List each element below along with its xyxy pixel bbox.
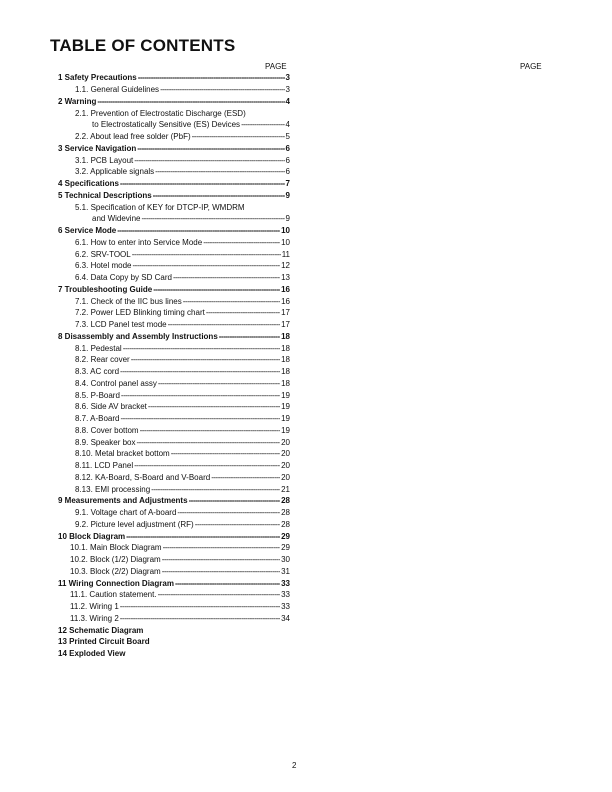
toc-entry-label: 8.3. AC cord: [75, 367, 120, 376]
toc-entry-page: 9: [285, 190, 290, 200]
toc-entry[interactable]: [58, 623, 290, 635]
toc-leader-dots: [171, 449, 280, 459]
toc-entry-page: 10: [281, 237, 290, 247]
toc-entry[interactable]: [58, 294, 290, 306]
toc-entry-label: 9.2. Picture level adjustment (RF): [75, 519, 194, 529]
toc-entry[interactable]: [58, 388, 290, 400]
toc-entry-page: 10: [281, 226, 290, 235]
toc-entry-page: 33: [281, 578, 290, 588]
toc-entry-page: 28: [281, 519, 290, 529]
toc-entry[interactable]: [58, 130, 290, 142]
toc-leader-dots: [203, 238, 280, 248]
toc-leader-dots: [120, 602, 280, 612]
toc-entry-page: 33: [281, 590, 290, 600]
toc-leader-dots: [120, 367, 280, 377]
toc-entry-label: 11.1. Caution statement.: [70, 590, 157, 600]
toc-entry-label: 8.13. EMI processing: [75, 484, 151, 494]
toc-leader-dots: [141, 214, 284, 224]
toc-entry[interactable]: [58, 435, 290, 447]
toc-entry-page: 28: [281, 496, 290, 506]
toc-entry-label: 1 Safety Precautions: [58, 73, 137, 83]
toc-entry[interactable]: [58, 647, 290, 659]
toc-entry-label: 8.1. Pedestal: [75, 343, 122, 353]
toc-entry[interactable]: [58, 283, 290, 295]
toc-entry-label: 10 Block Diagram: [58, 531, 126, 541]
toc-entry-label: 8 Disassembly and Assembly Instructions: [58, 331, 218, 341]
toc-entry-label: 2.1. Prevention of Electrostatic Discharge (ESD): [75, 108, 246, 118]
toc-entry-label: to Electrostatically Sensitive (ES) Devices: [92, 120, 241, 130]
toc-entry[interactable]: [58, 95, 290, 107]
toc-entry[interactable]: [58, 353, 290, 365]
toc-entry-page: 3: [285, 85, 290, 94]
toc-entry-page: 16: [281, 296, 290, 306]
toc-leader-dots: [97, 97, 284, 107]
toc-leader-dots: [183, 297, 280, 307]
toc-entry-page: 20: [281, 449, 290, 459]
toc-entry-page: 20: [281, 461, 290, 470]
toc-entry-page: 4: [285, 120, 290, 130]
toc-leader-dots: [189, 496, 281, 506]
toc-entry-page: 29: [281, 543, 290, 553]
toc-entry-label: 7.1. Check of the IIC bus lines: [75, 296, 182, 306]
toc-entry-label: 10.3. Block (2/2) Diagram: [70, 566, 161, 576]
toc-entry-page: 16: [281, 284, 290, 294]
toc-entry-page: 18: [281, 367, 290, 376]
toc-entry-page: 18: [281, 355, 290, 365]
toc-entry-page: 19: [281, 425, 290, 435]
toc-entry-page: 4: [285, 96, 290, 106]
toc-entry-label: 6.3. Hotel mode: [75, 261, 132, 271]
toc-entry[interactable]: [58, 71, 290, 83]
toc-entry[interactable]: [58, 635, 290, 647]
toc-entry-label: 8.6. Side AV bracket: [75, 402, 147, 412]
toc-leader-dots: [153, 191, 285, 201]
toc-entry-page: 20: [281, 472, 290, 482]
toc-leader-dots: [134, 461, 280, 471]
toc-entry-label: 8.11. LCD Panel: [75, 461, 134, 470]
toc-leader-dots: [211, 473, 280, 483]
toc-leader-dots: [136, 438, 280, 448]
toc-entry[interactable]: [58, 600, 290, 612]
toc-entry-page: 19: [281, 402, 290, 412]
toc-entry[interactable]: [58, 576, 290, 588]
toc-leader-dots: [132, 250, 281, 260]
toc-entry-page: 9: [285, 214, 290, 224]
toc-leader-dots: [175, 579, 280, 589]
toc-leader-dots: [160, 85, 284, 95]
toc-entry[interactable]: [58, 482, 290, 494]
toc-entry-label: 3.1. PCB Layout: [75, 155, 134, 165]
toc-entry-label: 8.8. Cover bottom: [75, 425, 139, 435]
toc-entry-page: 31: [281, 566, 290, 576]
toc-entry[interactable]: [58, 565, 290, 577]
toc-entry[interactable]: [58, 494, 290, 506]
toc-entry[interactable]: [58, 224, 290, 236]
page-column-label: PAGE: [265, 62, 287, 71]
toc-leader-dots: [138, 73, 285, 83]
toc-entry[interactable]: [58, 165, 290, 177]
toc-leader-dots: [192, 132, 285, 142]
toc-entry-page: 13: [281, 273, 290, 282]
toc-entry[interactable]: [58, 118, 290, 130]
toc-entry[interactable]: [58, 447, 290, 459]
toc-entry[interactable]: [58, 341, 290, 353]
toc-entry[interactable]: [58, 518, 290, 530]
toc-entry-page: 28: [281, 508, 290, 517]
toc-entry[interactable]: [58, 318, 290, 330]
toc-entry-label: 10.2. Block (1/2) Diagram: [70, 555, 161, 564]
toc-entry-label: 3.2. Applicable signals: [75, 167, 155, 177]
toc-entry-label: 2 Warning: [58, 96, 97, 106]
toc-leader-dots: [177, 508, 280, 518]
toc-leader-dots: [117, 226, 280, 236]
toc-entry-label: 5 Technical Descriptions: [58, 190, 152, 200]
toc-entry[interactable]: [58, 236, 290, 248]
toc-leader-dots: [162, 555, 280, 565]
toc-leader-dots: [140, 426, 281, 436]
toc-entry-label: 11.3. Wiring 2: [70, 613, 119, 623]
toc-entry-label: 11.2. Wiring 1: [70, 602, 119, 611]
toc-entry-label: 5.1. Specification of KEY for DTCP-IP, WMDRM: [75, 202, 245, 212]
toc-entry-page: 18: [281, 378, 290, 388]
toc-entry-label: 7 Troubleshooting Guide: [58, 284, 153, 294]
toc-leader-dots: [195, 520, 280, 530]
toc-entry[interactable]: [58, 412, 290, 424]
toc-entry[interactable]: [58, 177, 290, 189]
toc-entry[interactable]: [58, 212, 290, 224]
toc-entry-page: 7: [285, 179, 290, 188]
toc-entry-label: 2.2. About lead free solder (PbF): [75, 132, 191, 141]
toc-leader-dots: [158, 590, 281, 600]
toc-entry[interactable]: [58, 142, 290, 154]
toc-entry-label: 3 Service Navigation: [58, 143, 137, 153]
page-title: TABLE OF CONTENTS: [50, 36, 236, 55]
toc-entry-page: 3: [285, 73, 290, 83]
toc-leader-dots: [151, 485, 280, 495]
toc-entry[interactable]: [58, 153, 290, 165]
toc-entry-page: 20: [281, 437, 290, 447]
toc-entry-label: 9.1. Voltage chart of A-board: [75, 508, 177, 517]
toc-leader-dots: [131, 355, 280, 365]
toc-entry[interactable]: [58, 400, 290, 412]
toc-entry-label: 13 Printed Circuit Board: [58, 637, 150, 647]
toc-entry-page: 17: [281, 308, 290, 318]
toc-leader-dots: [123, 344, 280, 354]
toc-entry-page: 33: [281, 602, 290, 611]
table-of-contents: [58, 71, 290, 659]
toc-leader-dots: [126, 532, 280, 542]
toc-entry-label: 6 Service Mode: [58, 226, 117, 235]
toc-entry-page: 30: [281, 555, 290, 564]
toc-entry-label: 4 Specifications: [58, 179, 119, 188]
toc-entry-page: 5: [285, 132, 290, 141]
toc-entry[interactable]: [58, 471, 290, 483]
toc-entry-label: 6.2. SRV-TOOL: [75, 249, 131, 259]
toc-entry[interactable]: [58, 459, 290, 471]
toc-entry-label: 10.1. Main Block Diagram: [70, 543, 162, 553]
toc-leader-dots: [148, 402, 280, 412]
toc-entry[interactable]: [58, 377, 290, 389]
toc-entry[interactable]: [58, 259, 290, 271]
toc-entry-label: 8.12. KA-Board, S-Board and V-Board: [75, 472, 211, 482]
toc-entry-label: 7.2. Power LED Blinking timing chart: [75, 308, 205, 318]
toc-entry[interactable]: [58, 83, 290, 95]
toc-leader-dots: [206, 308, 280, 318]
toc-entry-label: 8.4. Control panel assy: [75, 378, 157, 388]
toc-entry[interactable]: [58, 247, 290, 259]
toc-leader-dots: [155, 167, 284, 177]
page-column-label-right: PAGE: [520, 62, 542, 71]
toc-leader-dots: [153, 285, 280, 295]
toc-entry-page: 19: [281, 414, 290, 423]
toc-entry[interactable]: [58, 612, 290, 624]
toc-entry-page: 17: [281, 320, 290, 329]
toc-entry-page: 6: [285, 143, 290, 153]
toc-entry[interactable]: [58, 106, 290, 118]
toc-leader-dots: [120, 414, 280, 424]
toc-entry-page: 6: [285, 155, 290, 165]
toc-entry[interactable]: [58, 529, 290, 541]
toc-entry-label: 8.5. P-Board: [75, 390, 120, 400]
toc-entry-label: 12 Schematic Diagram: [58, 625, 144, 635]
toc-entry[interactable]: [58, 189, 290, 201]
toc-entry-label: and Widevine: [92, 214, 141, 224]
toc-entry-label: 6.1. How to enter into Service Mode: [75, 237, 203, 247]
toc-entry-page: 18: [281, 343, 290, 353]
toc-leader-dots: [137, 144, 284, 154]
toc-entry-label: 14 Exploded View: [58, 649, 126, 658]
toc-entry-page: 12: [281, 261, 290, 271]
toc-leader-dots: [241, 120, 284, 130]
toc-leader-dots: [163, 543, 281, 553]
toc-entry-label: 1.1. General Guidelines: [75, 85, 160, 94]
toc-entry-page: 21: [281, 484, 290, 494]
toc-entry-label: 7.3. LCD Panel test mode: [75, 320, 167, 329]
toc-entry-page: 18: [281, 331, 290, 341]
toc-leader-dots: [158, 379, 280, 389]
page-number: 2: [292, 761, 297, 770]
toc-entry[interactable]: [58, 200, 290, 212]
toc-entry[interactable]: [58, 424, 290, 436]
toc-entry[interactable]: [58, 271, 290, 283]
toc-leader-dots: [121, 391, 280, 401]
toc-leader-dots: [134, 156, 284, 166]
toc-entry-label: 11 Wiring Connection Diagram: [58, 578, 174, 588]
toc-entry-label: 8.7. A-Board: [75, 414, 120, 423]
toc-leader-dots: [168, 320, 280, 330]
toc-leader-dots: [120, 614, 280, 624]
toc-entry-label: 6.4. Data Copy by SD Card: [75, 273, 172, 282]
toc-entry-label: 8.9. Speaker box: [75, 437, 136, 447]
toc-entry-page: 19: [281, 390, 290, 400]
toc-leader-dots: [219, 332, 280, 342]
toc-leader-dots: [162, 567, 280, 577]
toc-leader-dots: [132, 261, 280, 271]
toc-entry-label: 9 Measurements and Adjustments: [58, 496, 188, 506]
toc-entry[interactable]: [58, 306, 290, 318]
toc-entry[interactable]: [58, 553, 290, 565]
toc-entry-label: 8.10. Metal bracket bottom: [75, 449, 170, 459]
toc-entry-label: 8.2. Rear cover: [75, 355, 130, 365]
toc-leader-dots: [120, 179, 285, 189]
toc-entry[interactable]: [58, 541, 290, 553]
toc-entry[interactable]: [58, 588, 290, 600]
toc-leader-dots: [173, 273, 280, 283]
toc-entry[interactable]: [58, 506, 290, 518]
toc-entry-page: 11: [281, 249, 290, 259]
toc-entry-page: 29: [281, 531, 290, 541]
toc-entry[interactable]: [58, 330, 290, 342]
toc-entry[interactable]: [58, 365, 290, 377]
toc-entry-page: 34: [281, 613, 290, 623]
toc-entry-page: 6: [285, 167, 290, 177]
